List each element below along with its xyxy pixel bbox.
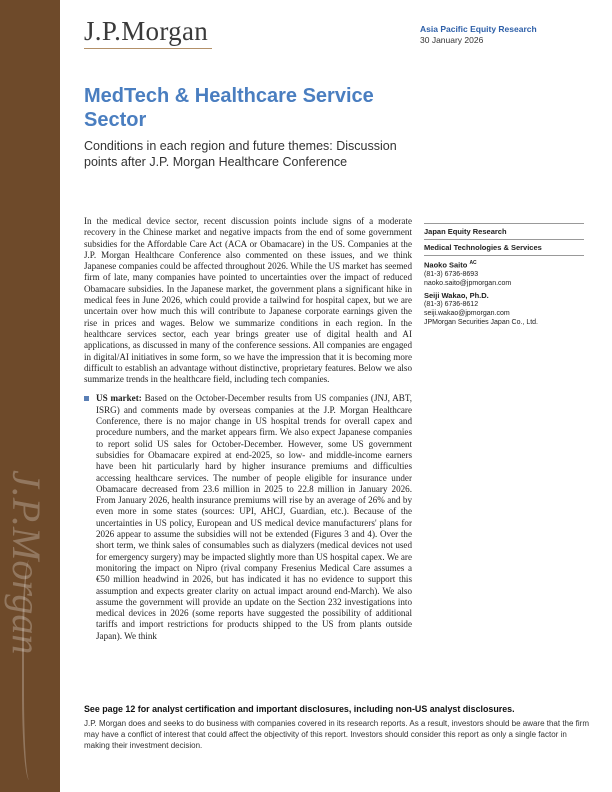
jpmorgan-logo: J.P.Morgan [84,16,209,46]
intro-paragraph: In the medical device sector, recent discussion points include signs of a moderate recovery in the Chinese market and negative impacts from the end of some government subsidies for the Affordable Care Act (ACA or Obamacare) in the US. Companies at the J.P. Morgan Healthcare Conference also commented on these issues, and we think Japanese companies could be affected throughout 2026. While the US market has seemed firm of late, many companies have pointed to uncertainties over the impact of reduced Obamacare subsidies. In the Japanese market, the government plans a significant hike in medical fees in June 2026, which could provide a tailwind for hospital capex, but we are uncertain over how much this will contribute to Japanese corporate earnings given the rise in prices and wages. Below we summarize conditions in each region. In the healthcare services sector, each year brings greater use of digital health and AI applications, as discussed in many of the conference sessions. All companies are engaged in digital/AI initiatives in some form, so we have the impression that it is becoming more difficult to establish an advantage without distinctive, proprietary features. Below we also summarize trends in the healthcare field, including tech companies. [84,216,412,385]
analyst-entry [424,291,584,327]
coverage-group: Medical Technologies & Services [424,243,542,252]
divider [424,239,584,240]
analyst-phone: (81-3) 6736-8612 [424,300,479,308]
page-subtitle: Conditions in each region and future themes: Discussion points after J.P. Morgan Healthcare Conference [84,139,397,169]
analyst-phone: (81-3) 6736-8693 [424,270,479,278]
analyst-entry [424,259,584,288]
analyst-cert-mark: AC [469,260,477,266]
disclosure-heading: See page 12 for analyst certification and important disclosures, including non-US analyst disclosures. [84,704,515,714]
disclosure-text: J.P. Morgan does and seeks to do business with companies covered in its research reports. As a result, investors should be aware that the firm may have a conflict of interest that could affect the objectivity of this report. Investors should consider this report as only a single factor in making their investment decision. [84,719,589,750]
analyst-firm: JPMorgan Securities Japan Co., Ltd. [424,318,539,326]
research-section: Japan Equity Research [424,227,507,236]
analyst-email[interactable]: seiji.wakao@jpmorgan.com [424,309,510,317]
bullet-lead: US market: [96,393,142,404]
bullet-square-icon [84,396,89,401]
page-title: MedTech & Healthcare Service Sector [84,85,374,131]
body-text [84,216,412,642]
sidebar-swoosh [22,560,40,780]
report-date: 30 January 2026 [420,35,484,45]
bullet-text: Based on the October-December results from US companies (JNJ, ABT, ISRG) and comments made by overseas companies at the J.P. Morgan Healthcare Conference, there is no major change in US hospital trends for overall capex and procedure numbers, and the market appears firm. We also expect Japanese companies to report solid US sales for October-December. However, some US government subsidies for Obamacare expired at end-2025, so low- and middle-income earners have been hit particularly hard by higher insurance premiums and difficulties accessing healthcare services. The number of people eligible for insurance under Obamacare decreased from 23.6 million in 2025 to 22.8 million in January 2026. From January 2026, health insurance premiums will rise by an average of 26% and by even more in some states (sources: UPI, AHCJ, Guardian, etc.). Because of the uncertainties in US policy, European and US medical device manufacturers' plans for 2026 appear to assume the subsidies will not be extended (Figures 3 and 4). Over the short term, we think sales of consumables such as dialyzers (medical devices not used for emergency surgery) may be impacted slightly more than US hospital capex. We are monitoring the impact on Nipro (rival company Fresenius Medical Care assumes a €50 million headwind in 2026, but has indicated it has no evidence to support this assumption and expects greater clarity on actual impact around end-March). We also assume the government will provide an update on the Section 232 investigations into medical devices in 2026 (some reports have suggested the possibility of additional tariffs and import restrictions for products shipped to the US from plants outside Japan). We think [96,393,412,641]
report-header [420,24,537,46]
divider [424,223,584,224]
analyst-email[interactable]: naoko.saito@jpmorgan.com [424,279,512,287]
logo-underline [84,48,212,49]
us-market-bullet [84,393,412,642]
divider [424,255,584,256]
vertical-brand-mark: J.P.Morgan [4,470,49,655]
department-label: Asia Pacific Equity Research [420,24,537,34]
analyst-name: Naoko Saito [424,260,468,270]
analyst-box [424,220,584,327]
analyst-name: Seiji Wakao, Ph.D. [424,290,489,300]
brand-sidebar [0,0,60,792]
